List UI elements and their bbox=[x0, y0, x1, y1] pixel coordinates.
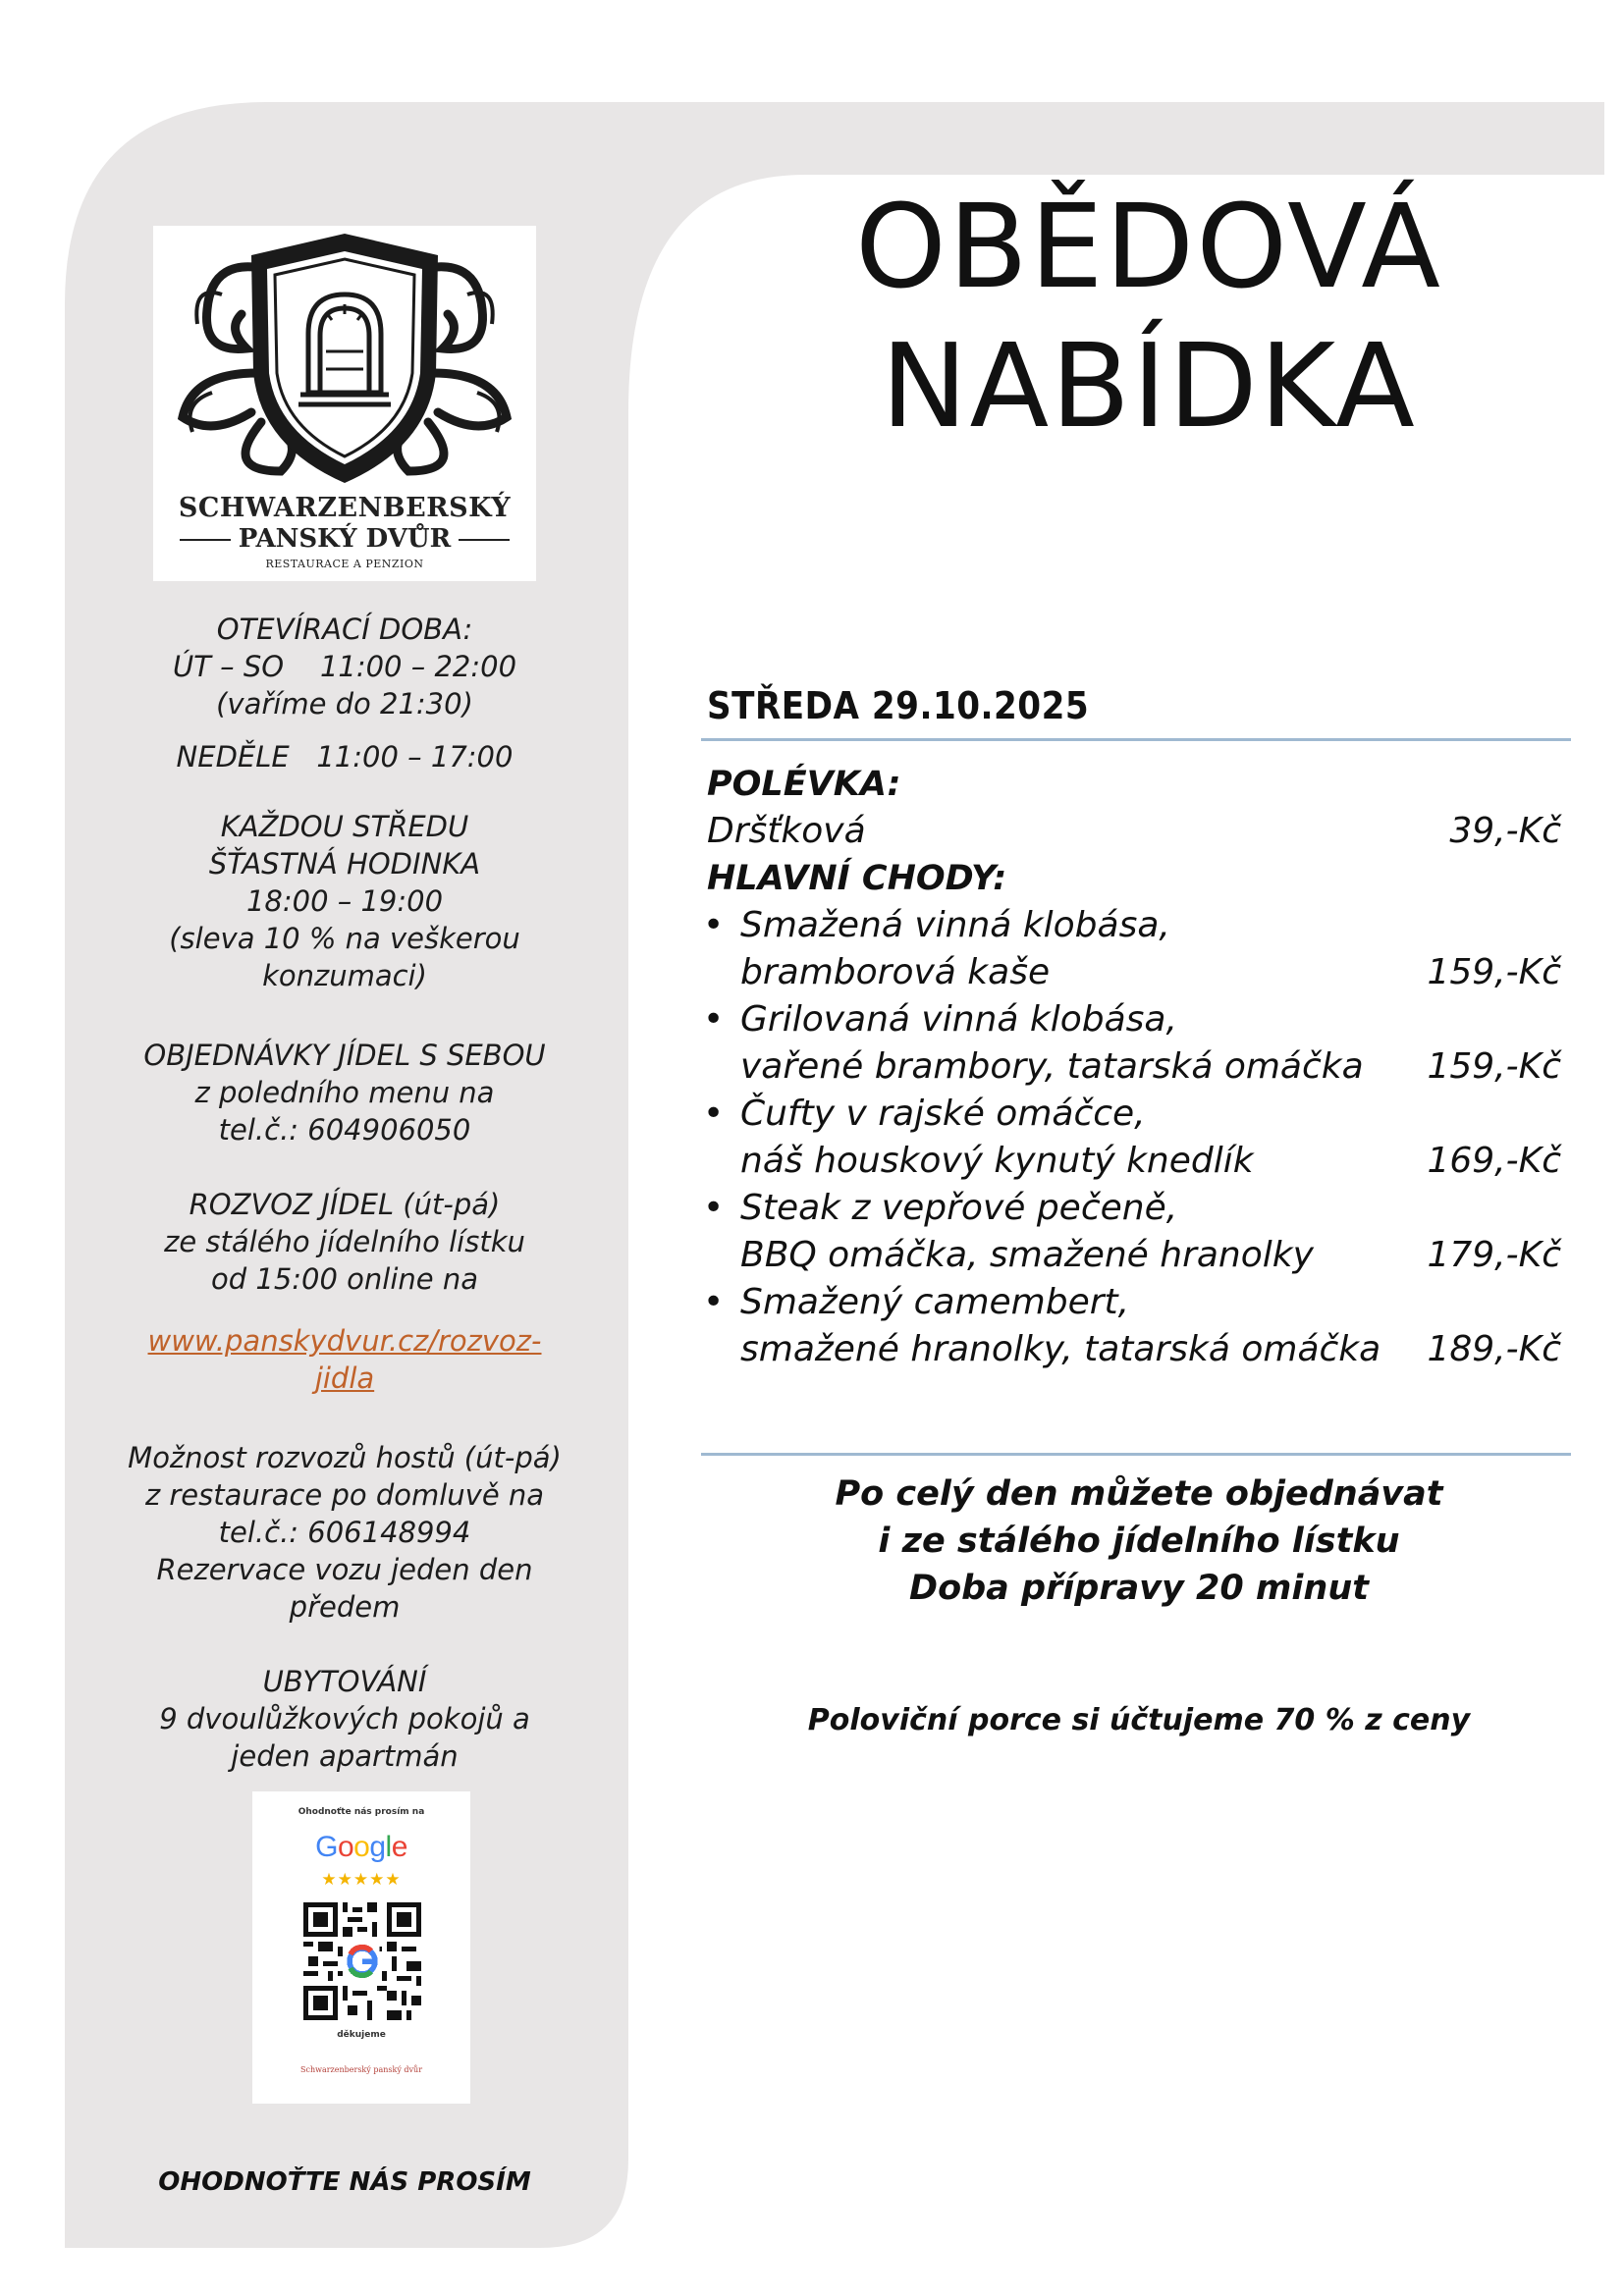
dish-price: 159,-Kč bbox=[1427, 1046, 1561, 1087]
delivery-info bbox=[65, 1186, 624, 1397]
qr-place-name: Schwarzenberský panský dvůr bbox=[299, 2065, 423, 2074]
takeaway-info bbox=[65, 1037, 624, 1148]
logo-name-line1: SCHWARZENBERSKÝ bbox=[178, 493, 512, 523]
logo-name-line2-text: PANSKÝ DVŮR bbox=[238, 524, 452, 554]
note-line1: Po celý den můžete objednávat bbox=[835, 1474, 1443, 1514]
note-line3: Doba přípravy 20 minut bbox=[909, 1569, 1369, 1608]
happy-hour bbox=[65, 808, 624, 994]
menu-date: STŘEDA 29.10.2025 bbox=[707, 684, 1090, 727]
dish-line1: Grilovaná vinná klobása, bbox=[740, 999, 1177, 1040]
opening-kitchen-note: (vaříme do 21:30) bbox=[216, 687, 473, 721]
bullet-icon: • bbox=[703, 1188, 725, 1228]
accommodation-line2: 9 dvoulůžkových pokojů a bbox=[159, 1702, 530, 1735]
delivery-line2: ze stálého jídelního lístku bbox=[164, 1225, 525, 1258]
takeaway-line1: OBJEDNÁVKY JÍDEL S SEBOU bbox=[143, 1039, 546, 1072]
dish-line1: Smažená vinná klobása, bbox=[740, 905, 1170, 945]
logo-subtitle: RESTAURACE A PENZION bbox=[265, 558, 424, 570]
delivery-line1: ROZVOZ JÍDEL (út-pá) bbox=[189, 1188, 501, 1221]
dish-line2: bramborová kaše bbox=[740, 952, 1051, 992]
title-line2: NABÍDKA bbox=[881, 318, 1417, 454]
delivery-link-line2[interactable]: jidla bbox=[314, 1362, 375, 1395]
soup-item bbox=[707, 808, 1561, 855]
opening-heading: OTEVÍRACÍ DOBA: bbox=[216, 613, 473, 646]
dish-price: 159,-Kč bbox=[1427, 952, 1561, 992]
opening-sunday: NEDĚLE 11:00 – 17:00 bbox=[176, 740, 514, 774]
happy-hour-line2: ŠŤASTNÁ HODINKA bbox=[208, 847, 481, 881]
accommodation bbox=[65, 1663, 624, 1775]
order-note bbox=[746, 1470, 1532, 1612]
dish-line2: smažené hranolky, tatarská omáčka bbox=[740, 1329, 1381, 1369]
dish-line1: Čufty v rajské omáčce, bbox=[740, 1094, 1146, 1134]
lunch-menu bbox=[703, 761, 1561, 1373]
page-title bbox=[707, 177, 1591, 455]
rate-us-label: OHODNOŤTE NÁS PROSÍM bbox=[158, 2167, 531, 2197]
half-portion-note: Poloviční porce si účtujeme 70 % z ceny bbox=[807, 1703, 1471, 1737]
dish-line2: vařené brambory, tatarská omáčka bbox=[740, 1046, 1364, 1087]
google-review-card bbox=[252, 1791, 470, 2104]
restaurant-logo bbox=[153, 226, 536, 581]
main-dish-1 bbox=[703, 902, 1561, 996]
opening-hours bbox=[65, 611, 624, 775]
happy-hour-line4: (sleva 10 % na veškerou bbox=[169, 922, 520, 955]
qr-thanks: děkujeme bbox=[337, 2030, 386, 2040]
google-logo: Google bbox=[315, 1831, 407, 1863]
accommodation-heading: UBYTOVÁNÍ bbox=[262, 1665, 427, 1698]
rating-stars-icon: ★★★★★ bbox=[321, 1870, 402, 1890]
delivery-link[interactable] bbox=[65, 1322, 624, 1397]
bullet-icon: • bbox=[703, 1282, 725, 1322]
qr-heading: Ohodnoťte nás prosím na bbox=[298, 1807, 425, 1817]
main-dish-2 bbox=[703, 996, 1561, 1091]
shield-crest-icon bbox=[153, 226, 536, 491]
divider-bottom bbox=[701, 1453, 1571, 1456]
delivery-link-line1[interactable]: www.panskydvur.cz/rozvoz- bbox=[147, 1324, 542, 1358]
soup-name: Dršťková bbox=[707, 811, 866, 851]
guest-transport bbox=[65, 1439, 624, 1626]
dish-line2: BBQ omáčka, smažené hranolky bbox=[740, 1235, 1314, 1275]
bullet-icon: • bbox=[703, 999, 725, 1040]
qr-code-icon[interactable] bbox=[303, 1902, 421, 2020]
main-dish-5 bbox=[703, 1279, 1561, 1373]
logo-name-line2 bbox=[153, 524, 536, 554]
opening-weekdays: ÚT – SO 11:00 – 22:00 bbox=[172, 650, 517, 683]
dish-line1: Smažený camembert, bbox=[740, 1282, 1130, 1322]
dish-line2: náš houskový kynutý knedlík bbox=[740, 1141, 1254, 1181]
main-dish-3 bbox=[703, 1091, 1561, 1185]
transport-line4: Rezervace vozu jeden den bbox=[156, 1553, 533, 1586]
mains-heading: HLAVNÍ CHODY: bbox=[707, 859, 1007, 898]
happy-hour-line1: KAŽDOU STŘEDU bbox=[220, 810, 469, 843]
delivery-line3: od 15:00 online na bbox=[211, 1262, 478, 1296]
transport-line5: předem bbox=[289, 1590, 401, 1624]
dish-line1: Steak z vepřové pečeně, bbox=[740, 1188, 1178, 1228]
takeaway-phone: tel.č.: 604906050 bbox=[218, 1113, 471, 1147]
title-line1: OBĚDOVÁ bbox=[855, 179, 1442, 314]
transport-phone: tel.č.: 606148994 bbox=[218, 1516, 471, 1549]
transport-line2: z restaurace po domluvě na bbox=[144, 1478, 545, 1512]
takeaway-line2: z poledního menu na bbox=[194, 1076, 495, 1109]
bullet-icon: • bbox=[703, 1094, 725, 1134]
dish-price: 169,-Kč bbox=[1427, 1141, 1561, 1181]
divider-top bbox=[701, 738, 1571, 741]
dish-price: 179,-Kč bbox=[1427, 1235, 1561, 1275]
transport-line1: Možnost rozvozů hostů (út-pá) bbox=[128, 1441, 562, 1474]
happy-hour-time: 18:00 – 19:00 bbox=[245, 884, 444, 918]
soup-price: 39,-Kč bbox=[1449, 811, 1561, 851]
dish-price: 189,-Kč bbox=[1427, 1329, 1561, 1369]
soup-heading: POLÉVKA: bbox=[707, 765, 901, 804]
accommodation-line3: jeden apartmán bbox=[231, 1739, 459, 1773]
happy-hour-line5: konzumaci) bbox=[262, 959, 427, 992]
note-line2: i ze stálého jídelního lístku bbox=[878, 1522, 1400, 1561]
bullet-icon: • bbox=[703, 905, 725, 945]
main-dish-4 bbox=[703, 1185, 1561, 1279]
